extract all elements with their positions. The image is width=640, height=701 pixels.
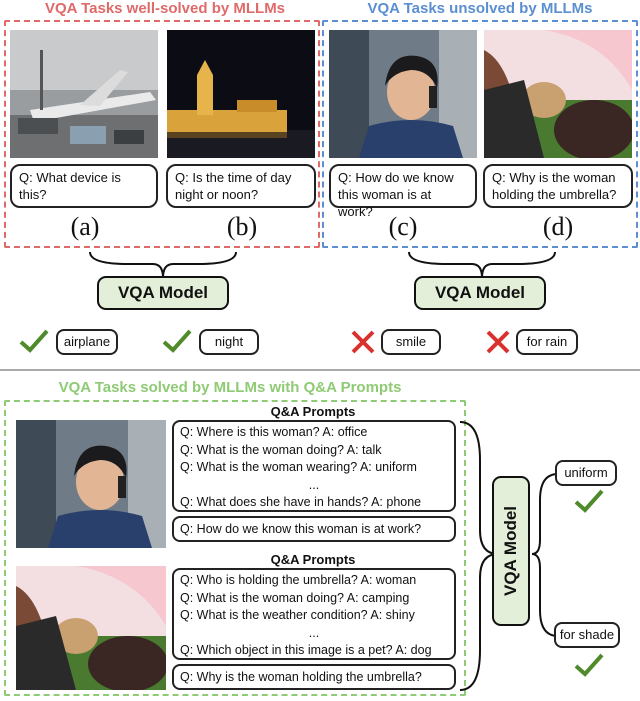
label-a: (a) bbox=[70, 212, 100, 241]
answer-for-shade: for shade bbox=[554, 622, 620, 648]
question-text: Q: Why is the woman holding the umbrella? bbox=[180, 670, 422, 684]
qa-prompts-box-2 bbox=[172, 568, 456, 660]
ellipsis: ... bbox=[308, 477, 320, 492]
check-icon bbox=[18, 328, 50, 354]
ellipsis: ... bbox=[308, 625, 320, 640]
qa-prompt: Q: What is the weather condition? A: shiny bbox=[180, 608, 415, 622]
qa-prompt: Q: What does she have in hands? A: phone bbox=[180, 495, 422, 509]
check-icon bbox=[573, 652, 605, 678]
woman-phone-photo-bottom bbox=[16, 420, 166, 548]
vqa-model-left: VQA Model bbox=[97, 276, 229, 310]
question-box-b: Q: Is the time of day night or noon? bbox=[166, 164, 316, 208]
woman-umbrella-photo bbox=[484, 30, 632, 158]
qa-prompt: Q: What is the woman wearing? A: uniform bbox=[180, 460, 417, 474]
qa-prompt: Q: Who is holding the umbrella? A: woman bbox=[180, 573, 417, 587]
qa-prompt: Q: Which object in this image is a pet? A: dog bbox=[180, 643, 432, 657]
cross-icon bbox=[485, 329, 511, 355]
answer-night: night bbox=[199, 329, 259, 355]
question-box-c: Q: How do we know this woman is at work? bbox=[329, 164, 477, 208]
vqa-model-right: VQA Model bbox=[414, 276, 546, 310]
vqa-model-vertical bbox=[492, 476, 530, 626]
question-box-a: Q: What device is this? bbox=[10, 164, 158, 208]
night-building-photo bbox=[167, 30, 315, 158]
qa-prompt: Q: Where is this woman? A: office bbox=[180, 425, 368, 439]
qa-prompts-title-1: Q&A Prompts bbox=[270, 404, 356, 419]
unsolved-title: VQA Tasks unsolved by MLLMs bbox=[367, 0, 593, 17]
output-brace bbox=[530, 470, 560, 640]
question-box-d: Q: Why is the woman holding the umbrella? bbox=[483, 164, 633, 208]
question-box-group2 bbox=[172, 664, 456, 690]
check-icon bbox=[573, 488, 605, 514]
section-divider bbox=[0, 369, 640, 371]
well-solved-title: VQA Tasks well-solved by MLLMs bbox=[44, 0, 286, 17]
label-d: (d) bbox=[542, 212, 574, 241]
woman-phone-photo bbox=[329, 30, 477, 158]
answer-airplane: airplane bbox=[56, 329, 118, 355]
qa-prompts-title-2: Q&A Prompts bbox=[270, 552, 356, 567]
airplane-photo bbox=[10, 30, 158, 158]
label-b: (b) bbox=[226, 212, 258, 241]
answer-uniform: uniform bbox=[555, 460, 617, 486]
check-icon bbox=[161, 328, 193, 354]
woman-umbrella-photo-bottom bbox=[16, 566, 166, 690]
qa-prompt: Q: What is the woman doing? A: talk bbox=[180, 442, 382, 457]
cross-icon bbox=[350, 329, 376, 355]
question-text: Q: How do we know this woman is at work? bbox=[180, 522, 422, 536]
solved-with-prompts-title: VQA Tasks solved by MLLMs with Q&A Prompts bbox=[58, 379, 402, 396]
answer-for-rain: for rain bbox=[516, 329, 578, 355]
qa-prompts-box-1 bbox=[172, 420, 456, 512]
qa-prompt: Q: What is the woman doing? A: camping bbox=[180, 590, 410, 605]
answer-smile: smile bbox=[381, 329, 441, 355]
vqa-model-vertical-label: VQA Model bbox=[501, 505, 520, 597]
question-box-group1 bbox=[172, 516, 456, 542]
label-c: (c) bbox=[388, 212, 418, 241]
